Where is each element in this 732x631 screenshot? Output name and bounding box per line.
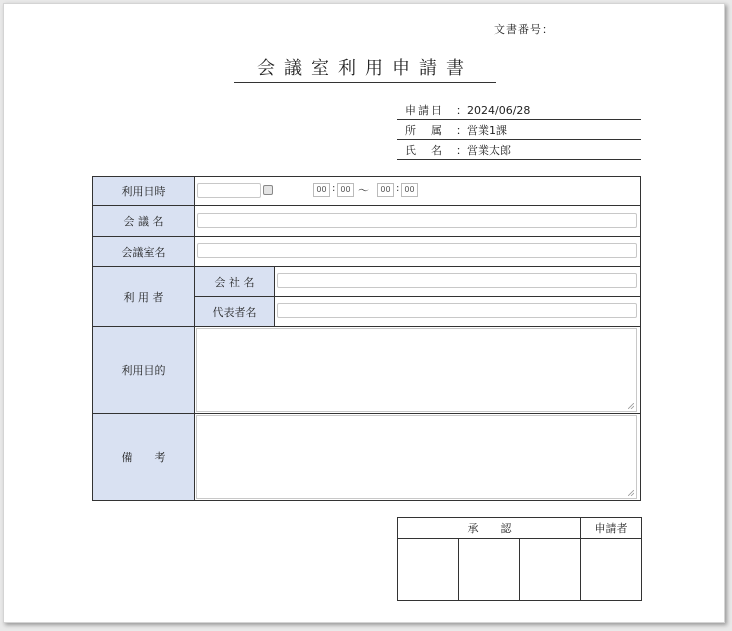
purpose-textarea[interactable]: [196, 328, 637, 412]
application-form-table: [92, 176, 641, 501]
row-datetime: [93, 177, 640, 206]
divider: [458, 539, 459, 601]
applicant-header: 申請者: [581, 518, 641, 539]
divider: [580, 518, 581, 601]
info-name: [397, 142, 641, 160]
label-remarks: 備 考: [93, 414, 195, 500]
calendar-picker-button[interactable]: [263, 185, 273, 195]
label-company: 会 社 名: [195, 267, 275, 297]
form-page: [3, 3, 725, 623]
info-department: [397, 122, 641, 140]
label-user: 利 用 者: [93, 267, 195, 326]
row-meeting-name: [93, 206, 640, 237]
label-meeting-name: 会 議 名: [93, 206, 195, 236]
info-value: ：営業太郎: [456, 144, 511, 157]
info-value: ：2024/06/28: [456, 104, 531, 117]
info-value: ：営業1課: [456, 124, 507, 137]
resize-grip-icon[interactable]: [628, 403, 634, 409]
meeting-name-input[interactable]: [197, 213, 637, 228]
start-hour-input[interactable]: 00: [313, 183, 330, 197]
time-colon: :: [332, 183, 336, 194]
info-application-date: [397, 102, 641, 120]
info-label: 申請日: [405, 104, 444, 117]
end-hour-input[interactable]: 00: [377, 183, 394, 197]
row-user: [93, 267, 640, 327]
time-range-separator: ～: [358, 184, 369, 197]
time-colon: :: [396, 183, 400, 194]
representative-name-input[interactable]: [277, 303, 637, 318]
row-purpose: [93, 327, 640, 414]
company-name-input[interactable]: [277, 273, 637, 288]
info-label: 所 属: [405, 124, 444, 137]
label-datetime: 利用日時: [93, 177, 195, 205]
start-minute-input[interactable]: 00: [337, 183, 354, 197]
approval-header: 承 認: [398, 518, 581, 539]
divider: [519, 539, 520, 601]
divider: [275, 296, 640, 297]
document-number-label: 文書番号：: [494, 23, 554, 36]
remarks-textarea[interactable]: [196, 415, 637, 499]
label-purpose: 利用目的: [93, 327, 195, 413]
label-room-name: 会議室名: [93, 237, 195, 266]
end-minute-input[interactable]: 00: [401, 183, 418, 197]
label-representative: 代表者名: [195, 297, 275, 326]
info-label: 氏 名: [405, 144, 444, 157]
room-name-input[interactable]: [197, 243, 637, 258]
row-remarks: [93, 414, 640, 500]
row-room-name: [93, 237, 640, 267]
date-input[interactable]: [197, 183, 261, 198]
resize-grip-icon[interactable]: [628, 490, 634, 496]
approval-stamp-box: [397, 517, 642, 601]
page-title: 会議室利用申請書: [234, 54, 496, 83]
